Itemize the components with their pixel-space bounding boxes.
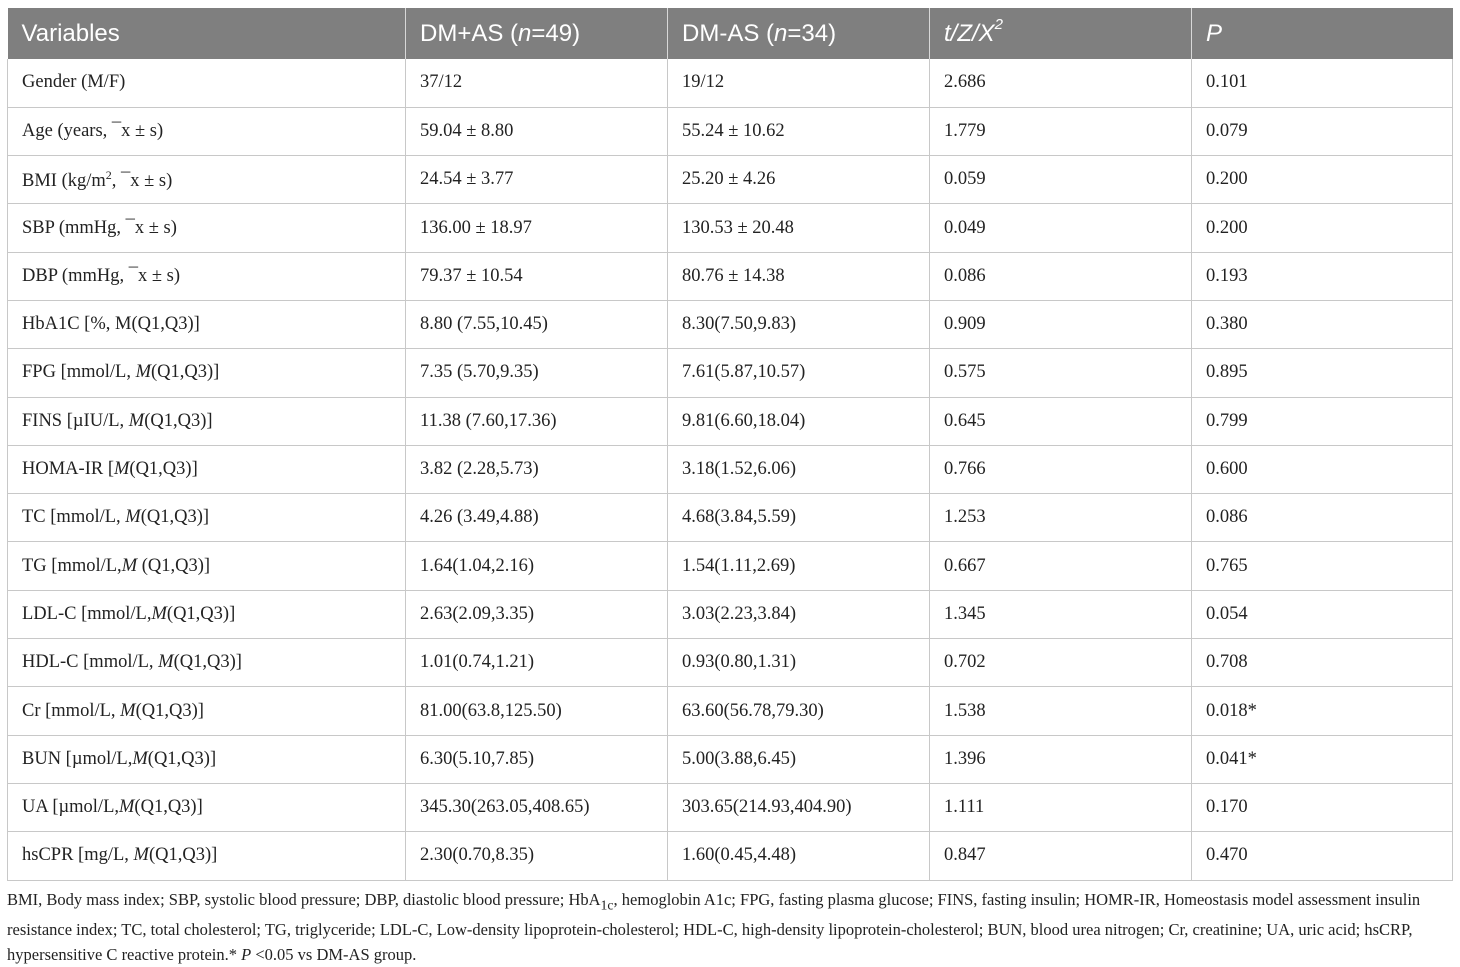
table-row [8, 397, 1453, 445]
table-row [8, 494, 1453, 542]
cell-p-value: 0.600 [1192, 445, 1453, 493]
cell-variable: Age (years, ¯x ± s) [8, 107, 406, 155]
cell-p-value: 0.200 [1192, 156, 1453, 204]
cell-p-value: 0.041* [1192, 735, 1453, 783]
cell-variable: UA [µmol/L,M(Q1,Q3)] [8, 783, 406, 831]
cell-variable: Gender (M/F) [8, 59, 406, 107]
cell-variable: TC [mmol/L, M(Q1,Q3)] [8, 494, 406, 542]
cell-variable: hsCPR [mg/L, M(Q1,Q3)] [8, 832, 406, 880]
cell-test-statistic: 1.779 [930, 107, 1192, 155]
cell-p-value: 0.380 [1192, 300, 1453, 348]
table-row [8, 349, 1453, 397]
cell-dm-as: 11.38 (7.60,17.36) [406, 397, 668, 445]
cell-p-value: 0.895 [1192, 349, 1453, 397]
table-row [8, 300, 1453, 348]
table-header [8, 8, 1453, 59]
cell-p-value: 0.054 [1192, 590, 1453, 638]
cell-dm-no-as: 5.00(3.88,6.45) [668, 735, 930, 783]
table-row [8, 687, 1453, 735]
cell-dm-as: 2.63(2.09,3.35) [406, 590, 668, 638]
baseline-characteristics-table [7, 8, 1453, 881]
cell-variable: SBP (mmHg, ¯x ± s) [8, 204, 406, 252]
table-row [8, 639, 1453, 687]
cell-dm-no-as: 9.81(6.60,18.04) [668, 397, 930, 445]
cell-dm-no-as: 130.53 ± 20.48 [668, 204, 930, 252]
cell-test-statistic: 0.059 [930, 156, 1192, 204]
table-row [8, 204, 1453, 252]
cell-dm-as: 37/12 [406, 59, 668, 107]
cell-dm-as: 3.82 (2.28,5.73) [406, 445, 668, 493]
table-row [8, 542, 1453, 590]
cell-p-value: 0.086 [1192, 494, 1453, 542]
cell-p-value: 0.765 [1192, 542, 1453, 590]
cell-test-statistic: 0.909 [930, 300, 1192, 348]
header-variables: Variables [8, 8, 406, 59]
cell-test-statistic: 0.645 [930, 397, 1192, 445]
cell-test-statistic: 0.766 [930, 445, 1192, 493]
cell-test-statistic: 0.667 [930, 542, 1192, 590]
cell-dm-as: 79.37 ± 10.54 [406, 252, 668, 300]
table-row [8, 252, 1453, 300]
cell-test-statistic: 0.702 [930, 639, 1192, 687]
cell-p-value: 0.708 [1192, 639, 1453, 687]
cell-dm-no-as: 3.03(2.23,3.84) [668, 590, 930, 638]
cell-dm-as: 136.00 ± 18.97 [406, 204, 668, 252]
cell-p-value: 0.079 [1192, 107, 1453, 155]
table-row [8, 832, 1453, 880]
cell-variable: FPG [mmol/L, M(Q1,Q3)] [8, 349, 406, 397]
cell-test-statistic: 0.086 [930, 252, 1192, 300]
table-row [8, 735, 1453, 783]
cell-variable: HDL-C [mmol/L, M(Q1,Q3)] [8, 639, 406, 687]
cell-p-value: 0.200 [1192, 204, 1453, 252]
cell-dm-as: 81.00(63.8,125.50) [406, 687, 668, 735]
table-row [8, 445, 1453, 493]
cell-dm-no-as: 303.65(214.93,404.90) [668, 783, 930, 831]
cell-test-statistic: 1.345 [930, 590, 1192, 638]
table-row [8, 590, 1453, 638]
cell-dm-as: 345.30(263.05,408.65) [406, 783, 668, 831]
cell-dm-as: 6.30(5.10,7.85) [406, 735, 668, 783]
cell-dm-as: 8.80 (7.55,10.45) [406, 300, 668, 348]
cell-variable: LDL-C [mmol/L,M(Q1,Q3)] [8, 590, 406, 638]
cell-p-value: 0.018* [1192, 687, 1453, 735]
cell-variable: TG [mmol/L,M (Q1,Q3)] [8, 542, 406, 590]
cell-test-statistic: 0.575 [930, 349, 1192, 397]
cell-dm-as: 24.54 ± 3.77 [406, 156, 668, 204]
table-row [8, 156, 1453, 204]
cell-dm-no-as: 80.76 ± 14.38 [668, 252, 930, 300]
cell-test-statistic: 0.847 [930, 832, 1192, 880]
cell-test-statistic: 2.686 [930, 59, 1192, 107]
table-body [8, 59, 1453, 880]
cell-dm-no-as: 3.18(1.52,6.06) [668, 445, 930, 493]
cell-p-value: 0.101 [1192, 59, 1453, 107]
header-test-statistic: $t/Z/X^2$ [930, 8, 1192, 59]
table-row [8, 59, 1453, 107]
cell-dm-as: 4.26 (3.49,4.88) [406, 494, 668, 542]
cell-dm-as: 1.01(0.74,1.21) [406, 639, 668, 687]
cell-variable: HbA1C [%, M(Q1,Q3)] [8, 300, 406, 348]
cell-dm-no-as: 63.60(56.78,79.30) [668, 687, 930, 735]
cell-dm-as: 2.30(0.70,8.35) [406, 832, 668, 880]
cell-dm-as: 1.64(1.04,2.16) [406, 542, 668, 590]
cell-variable: BUN [µmol/L,M(Q1,Q3)] [8, 735, 406, 783]
cell-p-value: 0.170 [1192, 783, 1453, 831]
cell-test-statistic: 1.396 [930, 735, 1192, 783]
cell-test-statistic: 1.538 [930, 687, 1192, 735]
cell-dm-as: 7.35 (5.70,9.35) [406, 349, 668, 397]
cell-dm-no-as: 55.24 ± 10.62 [668, 107, 930, 155]
cell-dm-no-as: 1.54(1.11,2.69) [668, 542, 930, 590]
header-p-value: P [1192, 8, 1453, 59]
cell-test-statistic: 1.253 [930, 494, 1192, 542]
cell-test-statistic: 0.049 [930, 204, 1192, 252]
cell-dm-no-as: 1.60(0.45,4.48) [668, 832, 930, 880]
cell-dm-as: 59.04 ± 8.80 [406, 107, 668, 155]
cell-variable: HOMA-IR [M(Q1,Q3)] [8, 445, 406, 493]
cell-dm-no-as: 0.93(0.80,1.31) [668, 639, 930, 687]
header-dm-as: DM+AS (n=49) [406, 8, 668, 59]
cell-p-value: 0.193 [1192, 252, 1453, 300]
cell-dm-no-as: 4.68(3.84,5.59) [668, 494, 930, 542]
header-dm-no-as: DM-AS (n=34) [668, 8, 930, 59]
cell-variable: Cr [mmol/L, M(Q1,Q3)] [8, 687, 406, 735]
cell-p-value: 0.470 [1192, 832, 1453, 880]
cell-test-statistic: 1.111 [930, 783, 1192, 831]
cell-dm-no-as: 8.30(7.50,9.83) [668, 300, 930, 348]
cell-variable: FINS [µIU/L, M(Q1,Q3)] [8, 397, 406, 445]
cell-variable: DBP (mmHg, ¯x ± s) [8, 252, 406, 300]
cell-dm-no-as: 25.20 ± 4.26 [668, 156, 930, 204]
table-row [8, 783, 1453, 831]
table-footnote: BMI, Body mass index; SBP, systolic blood pressure; DBP, diastolic blood pressure; HbA$_{1c}$, hemoglobin A1c; FPG, fasting plasma glucose; FINS, fasting insulin; HOMR-IR, Homeostasis model assessment insulin resistance index; TC, total cholesterol; TG, triglyceride; LDL-C, Low-density lipoprotein-cholesterol; HDL-C, high-density lipoprotein-cholesterol; BUN, blood urea nitrogen; Cr, creatinine; UA, uric acid; hsCRP, hypersensitive C reactive protein.* P <0.05 vs DM-AS group. [7, 890, 1421, 965]
cell-variable: BMI ($kg/m^2$, ¯x ± s) [8, 156, 406, 204]
cell-p-value: 0.799 [1192, 397, 1453, 445]
cell-dm-no-as: 19/12 [668, 59, 930, 107]
header-row [8, 8, 1453, 59]
cell-dm-no-as: 7.61(5.87,10.57) [668, 349, 930, 397]
data-table-container [7, 8, 1452, 881]
table-row [8, 107, 1453, 155]
